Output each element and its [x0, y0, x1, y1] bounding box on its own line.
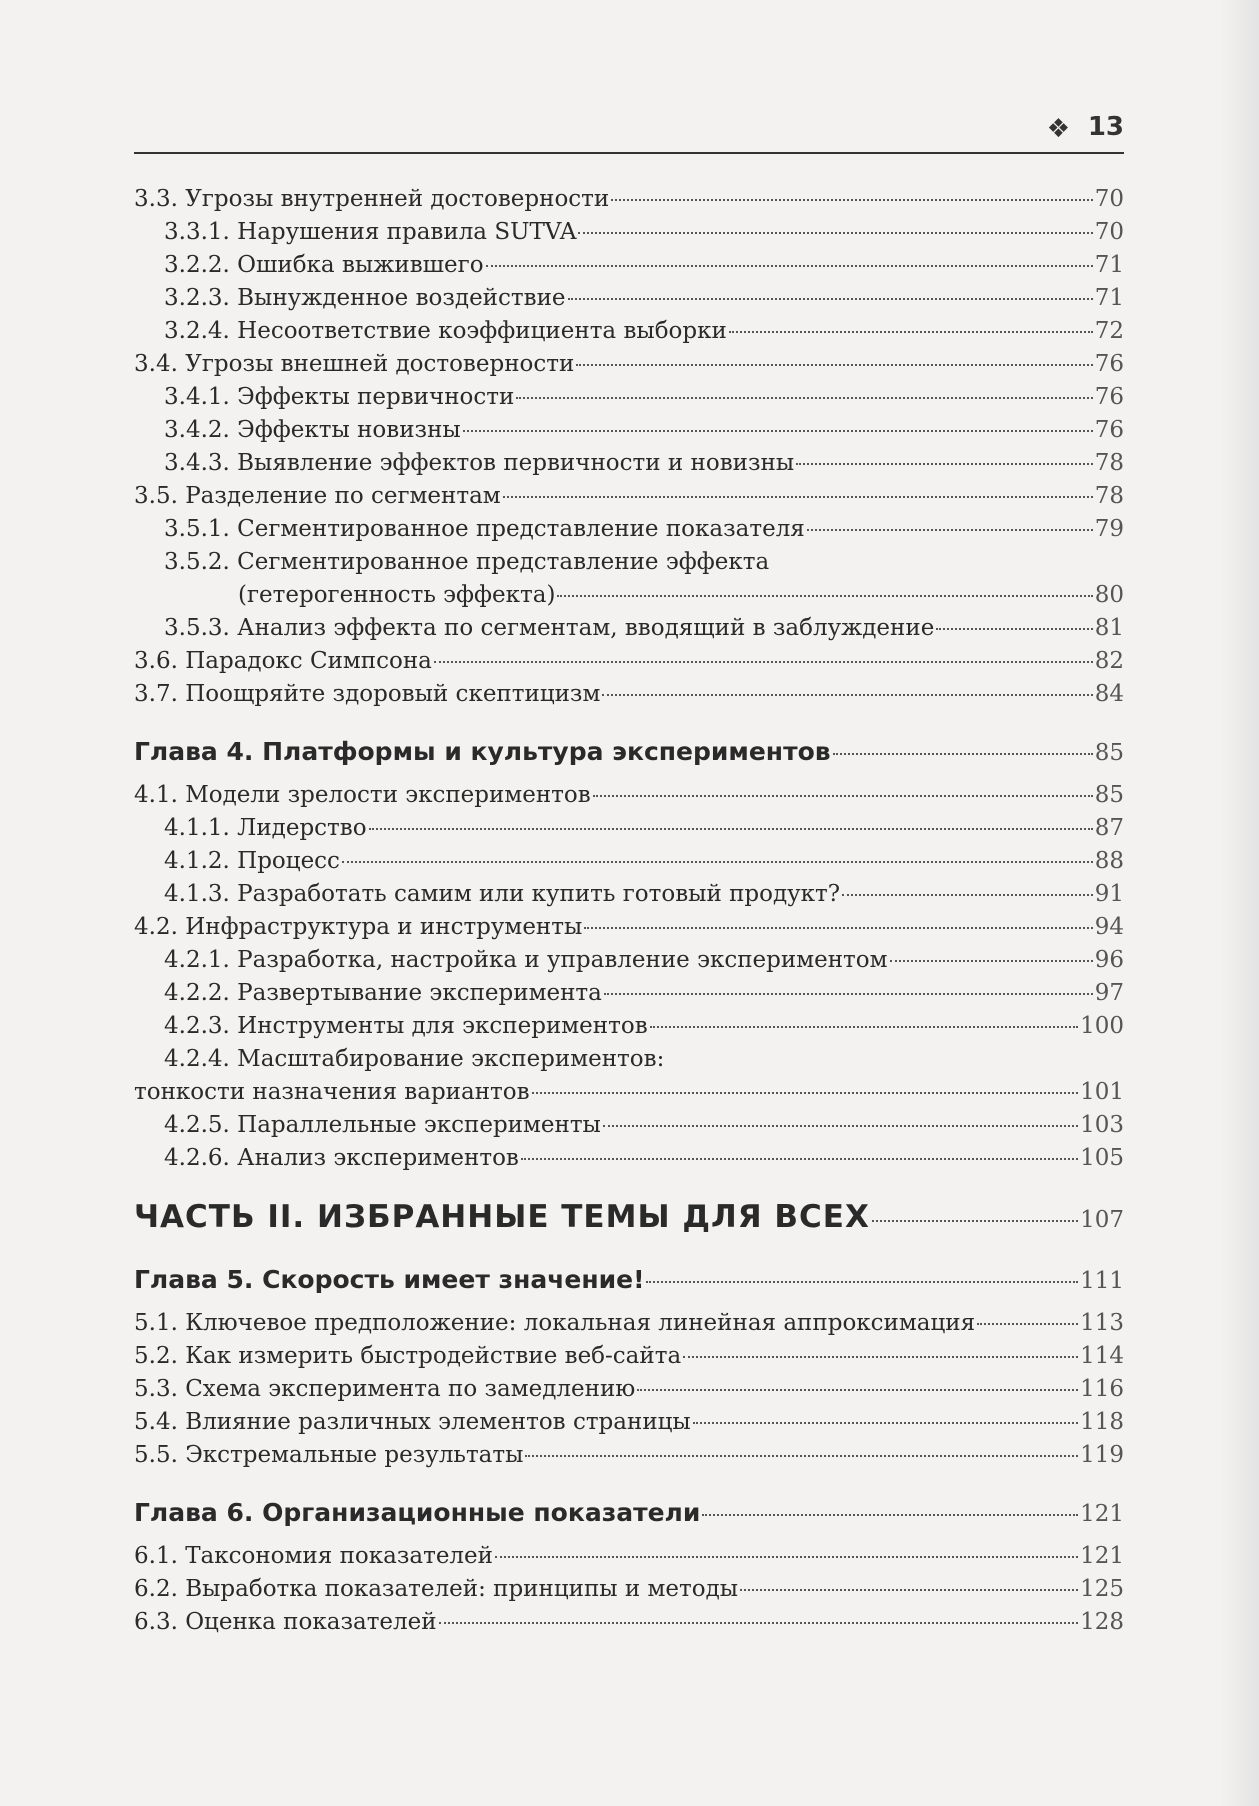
toc-entry-title: 3.7. Поощряйте здоровый скептицизм: [134, 681, 601, 707]
toc-entry-title: 3.5.2. Сегментированное представление эффекта: [164, 549, 770, 575]
chapter-heading-page: 111: [1080, 1268, 1124, 1294]
toc-entry: [134, 414, 1124, 447]
dot-leader: [584, 927, 1092, 929]
dot-leader: [604, 993, 1093, 995]
dot-leader: [369, 828, 1093, 830]
dot-leader: [693, 1422, 1078, 1424]
dot-leader: [890, 960, 1093, 962]
toc-entry-title: 4.2.4. Масштабирование экспериментов:: [164, 1046, 665, 1072]
dot-leader: [936, 628, 1092, 630]
dot-leader: [525, 1455, 1078, 1457]
toc-entry-title: 4.1. Модели зрелости экспериментов: [134, 782, 591, 808]
toc-entry-title: 3.6. Парадокс Симпсона: [134, 648, 432, 674]
toc-entry-title: 3.5.3. Анализ эффекта по сегментам, вводящий в заблуждение: [164, 615, 935, 641]
toc-entry: [134, 1340, 1124, 1373]
chapter-heading-title: Глава 5. Скорость имеет значение!: [134, 1265, 645, 1294]
toc-entry: [134, 381, 1124, 414]
toc-entry-title: 3.4.2. Эффекты новизны: [164, 417, 461, 443]
toc-entry: [134, 447, 1124, 480]
toc-entry-title: 3.5. Разделение по сегментам: [134, 483, 501, 509]
dot-leader: [807, 529, 1093, 531]
toc-entry-title: 4.2.3. Инструменты для экспериментов: [164, 1013, 648, 1039]
dot-leader: [977, 1323, 1078, 1325]
toc-entry-title: 4.1.3. Разработать самим или купить готовый продукт?: [164, 881, 841, 907]
dot-leader: [439, 1622, 1079, 1624]
toc-entry-title: 3.3.1. Нарушения правила SUTVA: [164, 219, 577, 245]
toc-entry-page: 71: [1094, 285, 1124, 311]
dot-leader: [637, 1389, 1078, 1391]
chapter-heading-page: 85: [1094, 740, 1124, 766]
toc-entry-title: 4.1.1. Лидерство: [164, 815, 367, 841]
toc-entry-title: 4.2. Инфраструктура и инструменты: [134, 914, 583, 940]
toc-entry: [134, 944, 1124, 977]
toc-entry-page: 87: [1094, 815, 1124, 841]
toc-entry-title: 5.4. Влияние различных элементов страницы: [134, 1409, 691, 1435]
toc-entry: [134, 612, 1124, 645]
toc-entry-page: 100: [1080, 1013, 1124, 1039]
toc-entry-page: 128: [1080, 1609, 1124, 1635]
toc-entry-page: 72: [1094, 318, 1124, 344]
toc-entry-page: 105: [1080, 1145, 1124, 1171]
toc-entry-page: 76: [1094, 351, 1124, 377]
chapter-heading-title: Глава 4. Платформы и культура экспериментов: [134, 737, 831, 766]
toc-entry-title: 6.1. Таксономия показателей: [134, 1543, 493, 1569]
toc-entry-page: 114: [1080, 1343, 1124, 1369]
toc-entry: [134, 1573, 1124, 1606]
toc-entry-page: 96: [1094, 947, 1124, 973]
toc-entry: [134, 977, 1124, 1010]
toc-entry: [134, 1142, 1124, 1175]
toc-entry-page: 70: [1094, 186, 1124, 212]
dot-leader: [576, 364, 1092, 366]
toc-entry: [134, 678, 1124, 711]
dot-leader: [683, 1356, 1078, 1358]
toc-entry-page: 80: [1094, 582, 1124, 608]
toc-entry-page: 113: [1080, 1310, 1124, 1336]
toc-entry: [134, 513, 1124, 546]
dot-leader: [740, 1589, 1078, 1591]
toc-entry-page: 88: [1094, 848, 1124, 874]
toc-entry: [134, 911, 1124, 944]
toc-entry-title: 4.2.1. Разработка, настройка и управление экспериментом: [164, 947, 888, 973]
toc-entry-page: 85: [1094, 782, 1124, 808]
toc-entry: [134, 183, 1124, 216]
toc-entry: [134, 812, 1124, 845]
dot-leader: [495, 1556, 1078, 1558]
toc-entry-page: 78: [1094, 450, 1124, 476]
toc-entry: [134, 579, 1124, 612]
dot-leader: [729, 331, 1093, 333]
toc-entry-title: 4.2.6. Анализ экспериментов: [164, 1145, 519, 1171]
toc-entry: [134, 878, 1124, 911]
toc-entry-title: 5.5. Экстремальные результаты: [134, 1442, 524, 1468]
dot-leader: [434, 661, 1093, 663]
toc-entry: [134, 480, 1124, 513]
toc-entry: [134, 1439, 1124, 1472]
toc-entry-title: тонкости назначения вариантов: [134, 1079, 530, 1105]
toc-entry-page: 121: [1080, 1543, 1124, 1569]
toc-entry: [134, 546, 1124, 579]
dot-leader: [603, 1125, 1078, 1127]
toc-entry-title: 3.4.1. Эффекты первичности: [164, 384, 515, 410]
dot-leader: [516, 397, 1092, 399]
toc-entry: [134, 1373, 1124, 1406]
dot-leader: [557, 595, 1092, 597]
table-of-contents: [134, 183, 1124, 1639]
chapter-heading-title: Глава 6. Организационные показатели: [134, 1498, 701, 1527]
chapter-heading: [134, 1261, 1124, 1299]
toc-entry-page: 76: [1094, 384, 1124, 410]
toc-entry-page: 70: [1094, 219, 1124, 245]
dot-leader: [611, 199, 1092, 201]
toc-entry-title: 3.3. Угрозы внутренней достоверности: [134, 186, 610, 212]
toc-entry-title: 4.2.2. Развертывание эксперимента: [164, 980, 602, 1006]
toc-entry-title: 5.2. Как измерить быстродействие веб-сайта: [134, 1343, 682, 1369]
toc-entry-title: 3.4. Угрозы внешней достоверности: [134, 351, 575, 377]
toc-entry: [134, 1406, 1124, 1439]
toc-entry-page: 101: [1080, 1079, 1124, 1105]
toc-entry-title: 4.1.2. Процесс: [164, 848, 340, 874]
toc-entry-title: 5.1. Ключевое предположение: локальная линейная аппроксимация: [134, 1310, 976, 1336]
toc-entry-page: 118: [1080, 1409, 1124, 1435]
part-heading-title: ЧАСТЬ II. ИЗБРАННЫЕ ТЕМЫ ДЛЯ ВСЕХ: [134, 1199, 870, 1235]
toc-entry-title: 3.5.1. Сегментированное представление показателя: [164, 516, 805, 542]
toc-entry-title: 4.2.5. Параллельные эксперименты: [164, 1112, 601, 1138]
toc-entry-title: 5.3. Схема эксперимента по замедлению: [134, 1376, 636, 1402]
toc-entry-page: 76: [1094, 417, 1124, 443]
toc-entry-page: 78: [1094, 483, 1124, 509]
chapter-heading: [134, 1494, 1124, 1532]
page-header: [134, 112, 1124, 154]
toc-entry-page: 81: [1094, 615, 1124, 641]
toc-entry: [134, 1307, 1124, 1340]
toc-entry: [134, 216, 1124, 249]
toc-entry-page: 84: [1094, 681, 1124, 707]
page-edge-shadow: [1219, 0, 1259, 1806]
dot-leader: [578, 232, 1092, 234]
toc-entry-title: 3.2.3. Вынужденное воздействие: [164, 285, 566, 311]
dot-leader: [568, 298, 1093, 300]
toc-entry-page: 97: [1094, 980, 1124, 1006]
dot-leader: [646, 1281, 1078, 1283]
dot-leader: [833, 753, 1093, 755]
toc-entry-page: 103: [1080, 1112, 1124, 1138]
dot-leader: [593, 795, 1093, 797]
part-heading: [134, 1195, 1124, 1239]
dot-leader: [842, 894, 1093, 896]
toc-entry: [134, 315, 1124, 348]
toc-entry: [134, 845, 1124, 878]
toc-entry: [134, 1076, 1124, 1109]
toc-entry: [134, 1540, 1124, 1573]
toc-entry: [134, 645, 1124, 678]
page-number: 13: [1087, 112, 1124, 142]
toc-entry-page: 79: [1094, 516, 1124, 542]
toc-entry-title: 6.2. Выработка показателей: принципы и методы: [134, 1576, 739, 1602]
ornament-icon: ❖: [1046, 114, 1070, 144]
toc-entry: [134, 282, 1124, 315]
toc-entry-page: 94: [1094, 914, 1124, 940]
dot-leader: [486, 265, 1093, 267]
toc-entry: [134, 348, 1124, 381]
toc-entry-title: 3.2.2. Ошибка выжившего: [164, 252, 484, 278]
toc-entry-page: 119: [1080, 1442, 1124, 1468]
chapter-heading-page: 121: [1080, 1501, 1124, 1527]
dot-leader: [532, 1092, 1079, 1094]
toc-entry-title: (гетерогенность эффекта): [238, 582, 556, 608]
toc-entry-page: 71: [1094, 252, 1124, 278]
toc-entry-page: 82: [1094, 648, 1124, 674]
dot-leader: [602, 694, 1092, 696]
dot-leader: [702, 1514, 1078, 1516]
toc-entry-page: 91: [1094, 881, 1124, 907]
chapter-heading: [134, 733, 1124, 771]
toc-entry-title: 6.3. Оценка показателей: [134, 1609, 437, 1635]
toc-entry: [134, 1109, 1124, 1142]
toc-entry-title: 3.2.4. Несоответствие коэффициента выборки: [164, 318, 727, 344]
toc-entry-page: 116: [1080, 1376, 1124, 1402]
dot-leader: [650, 1026, 1078, 1028]
dot-leader: [796, 463, 1093, 465]
dot-leader: [463, 430, 1093, 432]
toc-entry: [134, 249, 1124, 282]
toc-entry-page: 125: [1080, 1576, 1124, 1602]
toc-entry: [134, 1043, 1124, 1076]
dot-leader: [342, 861, 1093, 863]
part-heading-page: 107: [1080, 1207, 1124, 1233]
dot-leader: [872, 1220, 1078, 1222]
dot-leader: [503, 496, 1093, 498]
toc-entry-title: 3.4.3. Выявление эффектов первичности и новизны: [164, 450, 795, 476]
toc-entry: [134, 1010, 1124, 1043]
toc-entry: [134, 1606, 1124, 1639]
toc-entry: [134, 779, 1124, 812]
dot-leader: [521, 1158, 1078, 1160]
